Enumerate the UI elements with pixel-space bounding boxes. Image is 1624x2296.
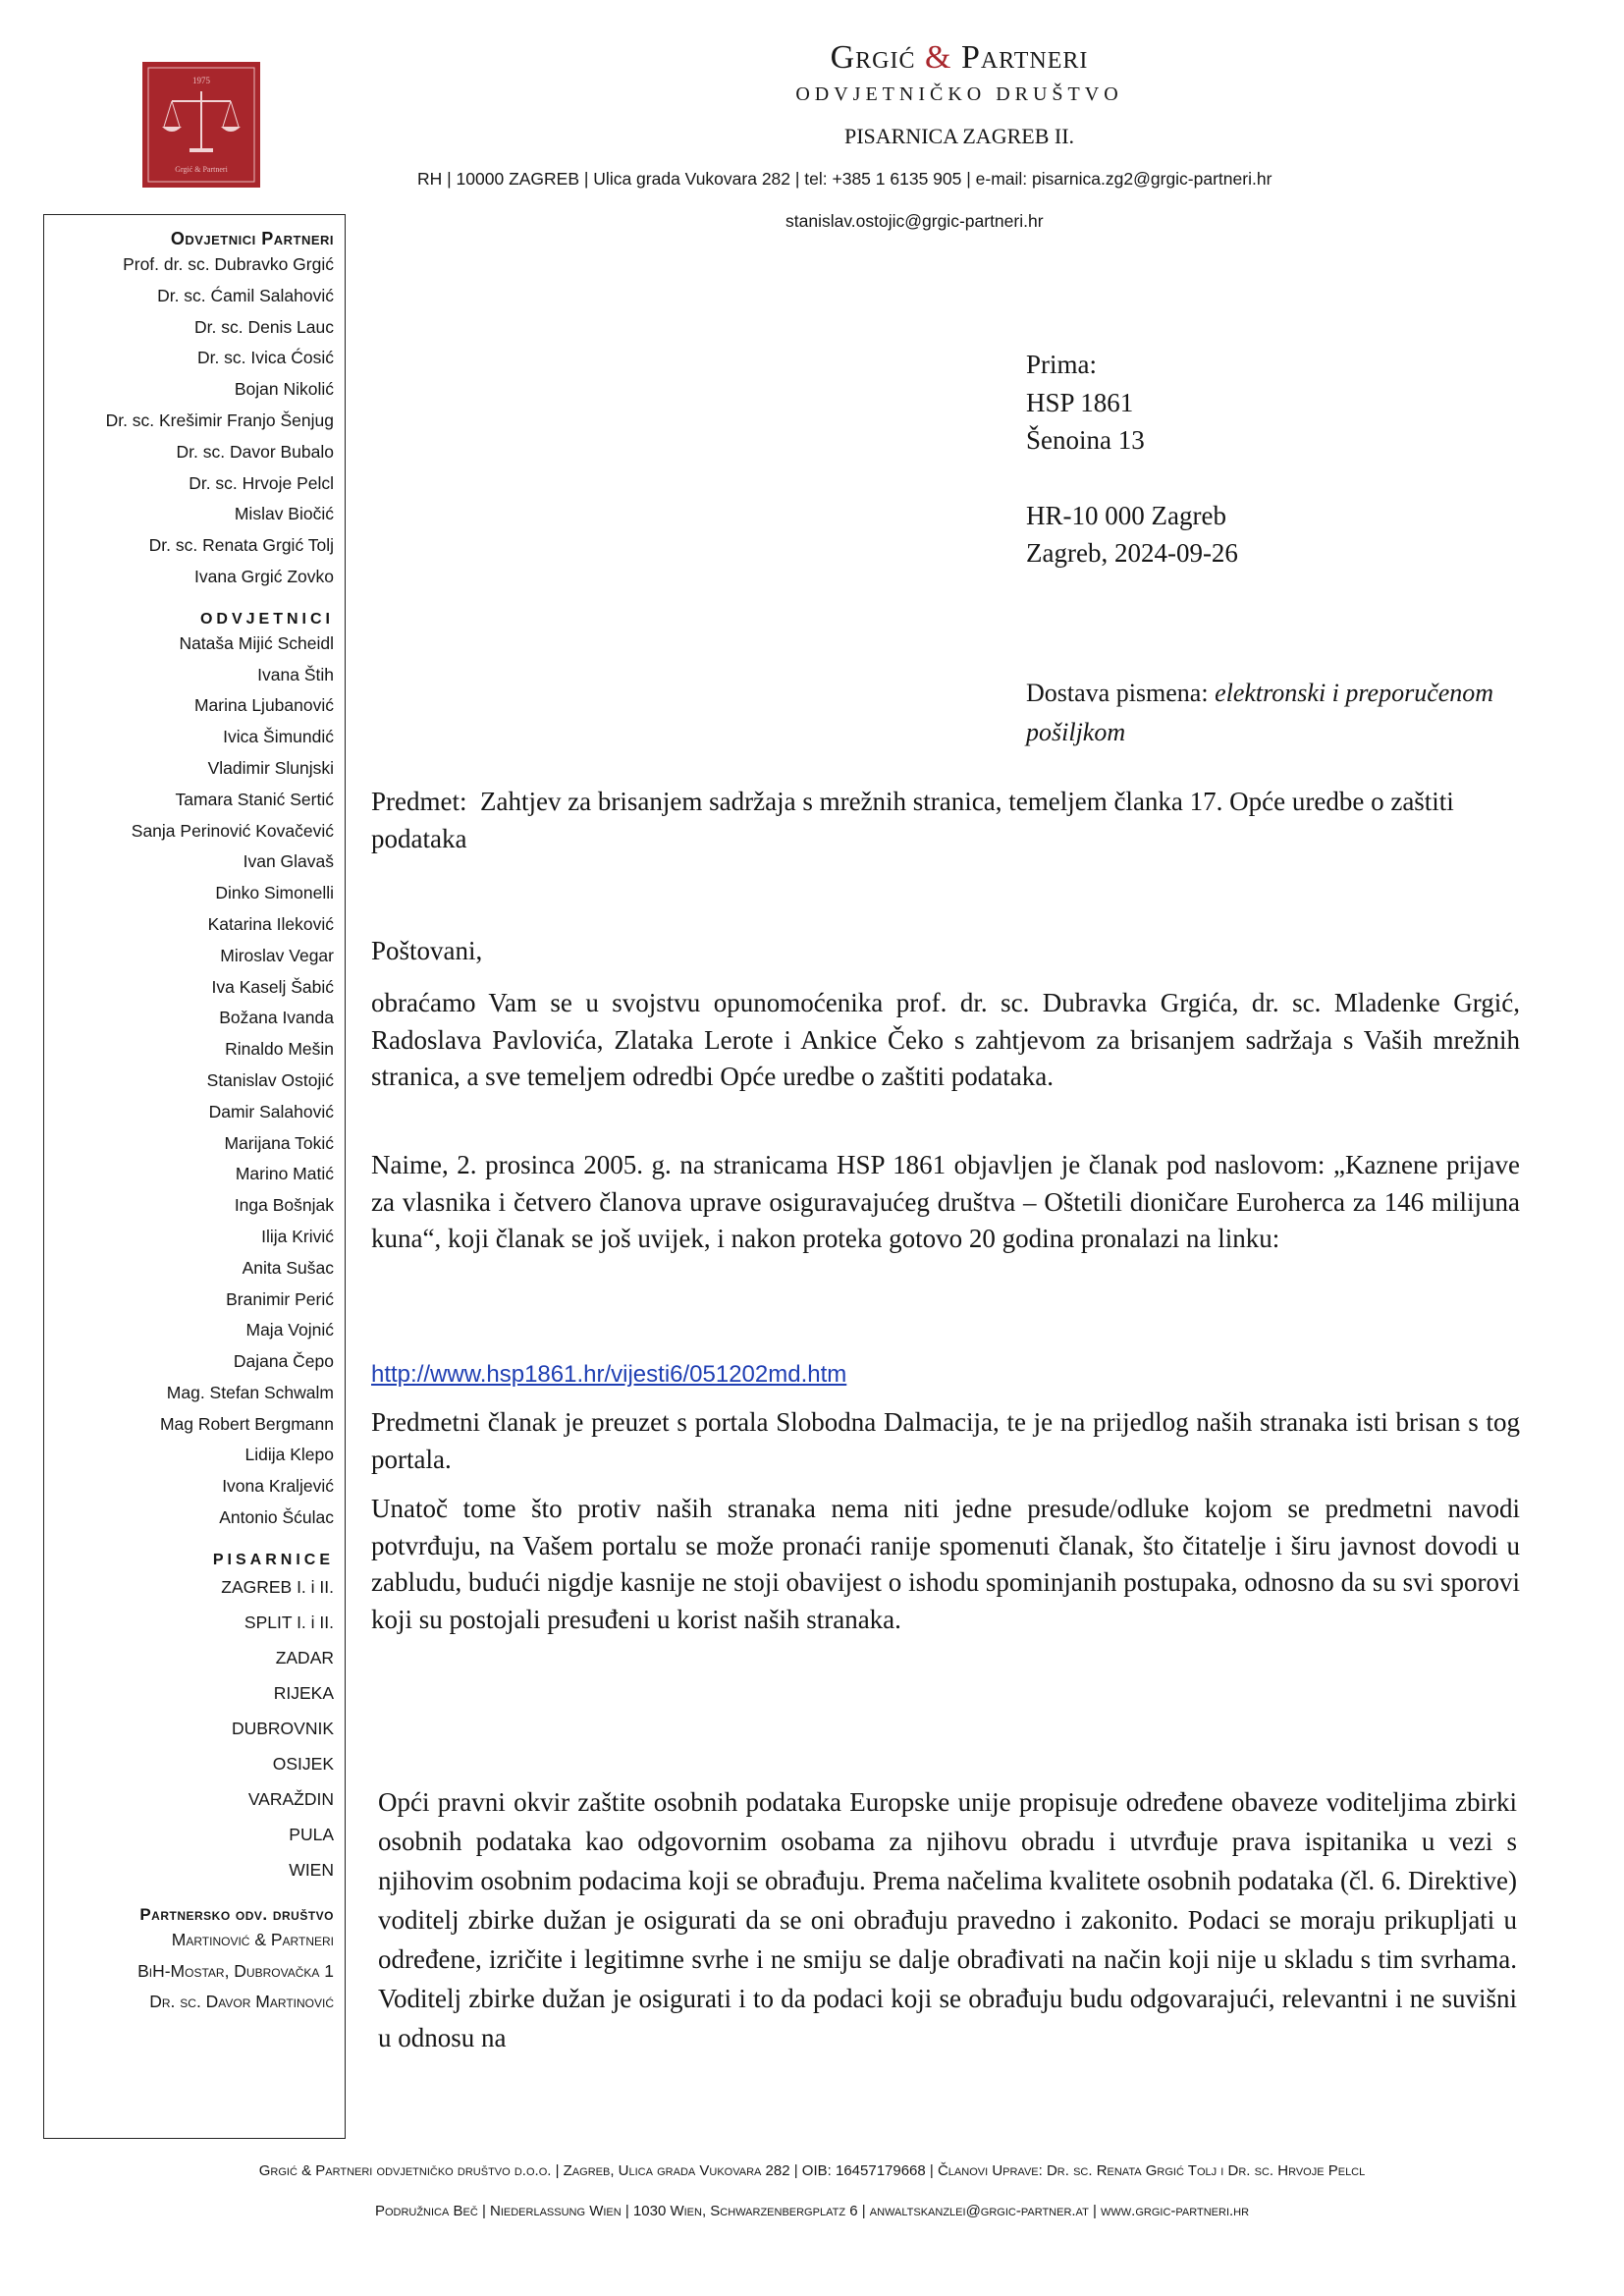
sidebar-partner-name: Dr. sc. Hrvoje Pelcl: [189, 472, 334, 493]
sidebar-lawyer-name: Dinko Simonelli: [215, 883, 334, 903]
sidebar-lawyer-name: Mag Robert Bergmann: [159, 1413, 334, 1434]
sidebar-lawyer-name: Branimir Perić: [226, 1288, 334, 1309]
sidebar-office-name: WIEN: [289, 1859, 334, 1880]
sidebar-lawyer-name: Mag. Stefan Schwalm: [166, 1382, 334, 1402]
paragraph-1: [371, 985, 1520, 1096]
sidebar-office-name: ZAGREB I. i II.: [221, 1576, 334, 1597]
paragraph-3-text: Predmetni članak je preuzet s portala Slobodna Dalmacija, te je na prijedlog naših stranaka isti brisan s tog portala.: [371, 1407, 1520, 1474]
sidebar-lawyer-name: Damir Salahović: [208, 1101, 334, 1121]
sidebar-lawyer-name: Ivan Glavaš: [243, 851, 334, 872]
recipient-city: HR-10 000 Zagreb: [1026, 500, 1226, 530]
offices-list: [44, 1569, 334, 1887]
delivery-label: Dostava pismena:: [1026, 679, 1209, 707]
sidebar-lawyer-name: Tamara Stanić Sertić: [175, 789, 334, 809]
logo-year: 1975: [192, 76, 210, 85]
partners-list: [44, 249, 334, 593]
sidebar-office-name: OSIJEK: [272, 1753, 334, 1774]
sidebar-lawyer-name: Božana Ivanda: [219, 1008, 334, 1028]
partners-title: Odvjetnici Partneri: [170, 229, 334, 248]
sidebar-lawyer-name: Ivana Štih: [257, 664, 334, 684]
article-link[interactable]: http://www.hsp1861.hr/vijesti6/051202md.htm: [371, 1361, 847, 1388]
delivery-method: [1026, 674, 1537, 752]
recipient-street: Šenoina 13: [1026, 425, 1145, 455]
sidebar-lawyer-name: Marijana Tokić: [224, 1132, 334, 1153]
sidebar-partner-name: Dr. sc. Ivica Ćosić: [196, 348, 334, 368]
letter-date: Zagreb, 2024-09-26: [1026, 538, 1238, 568]
sidebar-office-name: VARAŽDIN: [247, 1788, 334, 1809]
delivery-method-value: elektronski i preporučenom pošiljkom: [1026, 679, 1494, 746]
firm-name-part2: Partneri: [960, 39, 1089, 76]
sidebar-lawyer-name: Inga Bošnjak: [234, 1195, 334, 1216]
paragraph-3: [371, 1404, 1520, 1478]
recipient-label: Prima:: [1026, 350, 1097, 379]
firm-subtitle: ODVJETNIČKO DRUŠTVO: [795, 83, 1123, 105]
sidebar-lawyer-name: Ivona Kraljević: [222, 1476, 334, 1497]
sidebar-office-name: SPLIT I. i II.: [244, 1612, 334, 1632]
logo-text: Grgić & Partneri: [175, 165, 228, 174]
subject-text: Zahtjev za brisanjem sadržaja s mrežnih stranica, temeljem članka 17. Opće uredbe o zaštiti podataka: [371, 787, 1454, 853]
footer-line-2: Podružnica Beč | Niederlassung Wien | 1030 Wien, Schwarzenbergplatz 6 | anwaltskanzlei@grgic-partner.at | www.grgic-partneri.hr: [374, 2203, 1250, 2219]
sidebar-lawyer-name: Iva Kaselj Šabić: [211, 976, 334, 997]
sidebar-partner-name: Dr. sc. Denis Lauc: [194, 316, 334, 337]
sidebar-lawyer-name: Antonio Šćulac: [219, 1507, 334, 1528]
sidebar-partner-name: Dr. sc. Davor Bubalo: [176, 441, 334, 462]
paragraph-5: [378, 1782, 1517, 2057]
recipient-name: HSP 1861: [1026, 387, 1134, 417]
sidebar-lawyer-name: Maja Vojnić: [245, 1320, 334, 1340]
sidebar-lawyer-name: Sanja Perinović Kovačević: [131, 820, 334, 841]
paragraph-4-text: Unatoč tome što protiv naših stranaka nema niti jedne presude/odluke kojom se predmetni navodi potvrđuju, na Vašem portalu se može pronaći ranije spomenuti članak, što čitatelje i širu javnost dovodi u zabludu, budući nigdje kasnije ne stoji obavijest o ishodu spominjanih postupaka, odnosno da su svi sporovi koji su postojali presuđeni u korist naših stranaka.: [371, 1494, 1520, 1634]
sidebar-partner-firm-line: Dr. sc. Davor Martinović: [149, 1992, 334, 2012]
firm-name: [0, 39, 1624, 77]
salutation: Poštovani,: [371, 936, 483, 965]
sidebar-lawyer-name: Lidija Klepo: [244, 1445, 334, 1465]
sidebar-lawyer-name: Nataša Mijić Scheidl: [179, 632, 334, 653]
sidebar-lawyer-name: Dajana Čepo: [233, 1351, 334, 1372]
partner-firm-title: Partnersko odv. društvo: [139, 1904, 334, 1924]
paragraph-1-text: obraćamo Vam se u svojstvu opunomoćenika prof. dr. sc. Dubravka Grgića, dr. sc. Mladenke Grgić, Radoslava Pavlovića, Zlataka Lerote i Ankice Čeko s zahtjevom za brisanjem sadržaja s Vaših mrežnih stranica, a sve temeljem odredbi Opće uredbe o zaštiti podataka.: [371, 988, 1520, 1091]
article-link-line: [371, 1356, 1520, 1394]
firm-ampersand: &: [924, 39, 952, 76]
sidebar-lawyer-name: Marina Ljubanović: [193, 695, 334, 716]
sidebar-office-name: RIJEKA: [273, 1682, 334, 1703]
offices-title: PISARNICE: [212, 1551, 334, 1568]
partner-firm-list: [44, 1925, 334, 2018]
lawyers-list: [44, 629, 334, 1534]
firm-name-part1: Grgić: [830, 39, 916, 76]
sidebar-partner-name: Dr. sc. Ćamil Salahović: [157, 285, 334, 305]
sidebar-partner-name: Mislav Biočić: [234, 504, 334, 524]
paragraph-2-text: Naime, 2. prosinca 2005. g. na stranicama HSP 1861 objavljen je članak pod naslovom: „Kaznene prijave za vlasnika i četvero članova uprave osiguravajućeg društva – Oštetili dioničare Euroherca za 146 milijuna kuna“, koji članak se još uvijek, i nakon proteka gotovo 20 godina pronalazi na linku:: [371, 1150, 1520, 1253]
office-name: PISARNICA ZAGREB II.: [843, 124, 1075, 148]
subject-label: Predmet:: [371, 787, 467, 816]
sidebar-partner-name: Dr. sc. Renata Grgić Tolj: [148, 535, 334, 556]
sidebar-lawyer-name: Ilija Krivić: [261, 1226, 334, 1246]
sidebar-partner-firm-line: Martinović & Partneri: [171, 1929, 334, 1949]
contact-line: RH | 10000 ZAGREB | Ulica grada Vukovara 282 | tel: +385 1 6135 905 | e-mail: pisarnica.zg2@grgic-partneri.hr: [417, 169, 1272, 189]
footer-line-1: Grgić & Partneri odvjetničko društvo d.o.o. | Zagreb, Ulica grada Vukovara 282 | OIB: 16457179668 | Članovi Uprave: Dr. sc. Renata Grgić Tolj i Dr. sc. Hrvoje Pelcl: [258, 2162, 1366, 2179]
sidebar-firm-members: [43, 214, 346, 2139]
recipient-block: [1026, 346, 1238, 573]
paragraph-5-text: Opći pravni okvir zaštite osobnih podataka Europske unije propisuje određene obaveze voditeljima zbirki osobnih podataka kao odgovornim osobama za njihovu obradu i utvrđuje prava ispitanika u vezi s njihovim osobnim podacima koji se obrađuju. Prema načelima kvalitete osobnih podataka (čl. 6. Direktive) voditelj zbirke dužan je osigurati da se oni obrađuju pravedno i zakonito. Podaci se moraju prikupljati u određene, izričite i legitimne svrhe i ne smiju se dalje obrađivati na način koji nije u skladu s tim svrhama. Voditelj zbirke dužan je osigurati i to da podaci koji se obrađuju budu odgovarajući, relevantni i ne suvišni u odnosu na: [378, 1787, 1517, 2052]
sidebar-lawyer-name: Katarina Ileković: [207, 913, 334, 934]
sidebar-office-name: PULA: [289, 1824, 334, 1844]
sidebar-lawyer-name: Miroslav Vegar: [220, 945, 334, 965]
sidebar-lawyer-name: Anita Sušac: [242, 1257, 334, 1278]
sidebar-partner-firm-line: BiH-Mostar, Dubrovačka 1: [137, 1960, 334, 1981]
sidebar-lawyer-name: Ivica Šimundić: [223, 727, 334, 747]
sidebar-lawyer-name: Vladimir Slunjski: [207, 757, 334, 778]
sidebar-partner-name: Ivana Grgić Zovko: [194, 566, 334, 586]
sidebar-partner-name: Dr. sc. Krešimir Franjo Šenjug: [105, 410, 334, 430]
lawyers-title: ODVJETNICI: [199, 610, 334, 628]
letter-subject: [371, 784, 1520, 857]
contact-email-secondary: stanislav.ostojic@grgic-partneri.hr: [785, 211, 1044, 231]
sidebar-partner-name: Prof. dr. sc. Dubravko Grgić: [123, 254, 334, 274]
sidebar-lawyer-name: Stanislav Ostojić: [206, 1069, 334, 1090]
sidebar-lawyer-name: Rinaldo Mešin: [225, 1039, 334, 1060]
sidebar-lawyer-name: Marino Matić: [235, 1164, 334, 1184]
paragraph-4: [371, 1491, 1520, 1638]
paragraph-2: [371, 1147, 1520, 1258]
sidebar-partner-name: Bojan Nikolić: [234, 379, 334, 400]
sidebar-office-name: DUBROVNIK: [231, 1718, 334, 1738]
sidebar-office-name: ZADAR: [275, 1647, 334, 1667]
